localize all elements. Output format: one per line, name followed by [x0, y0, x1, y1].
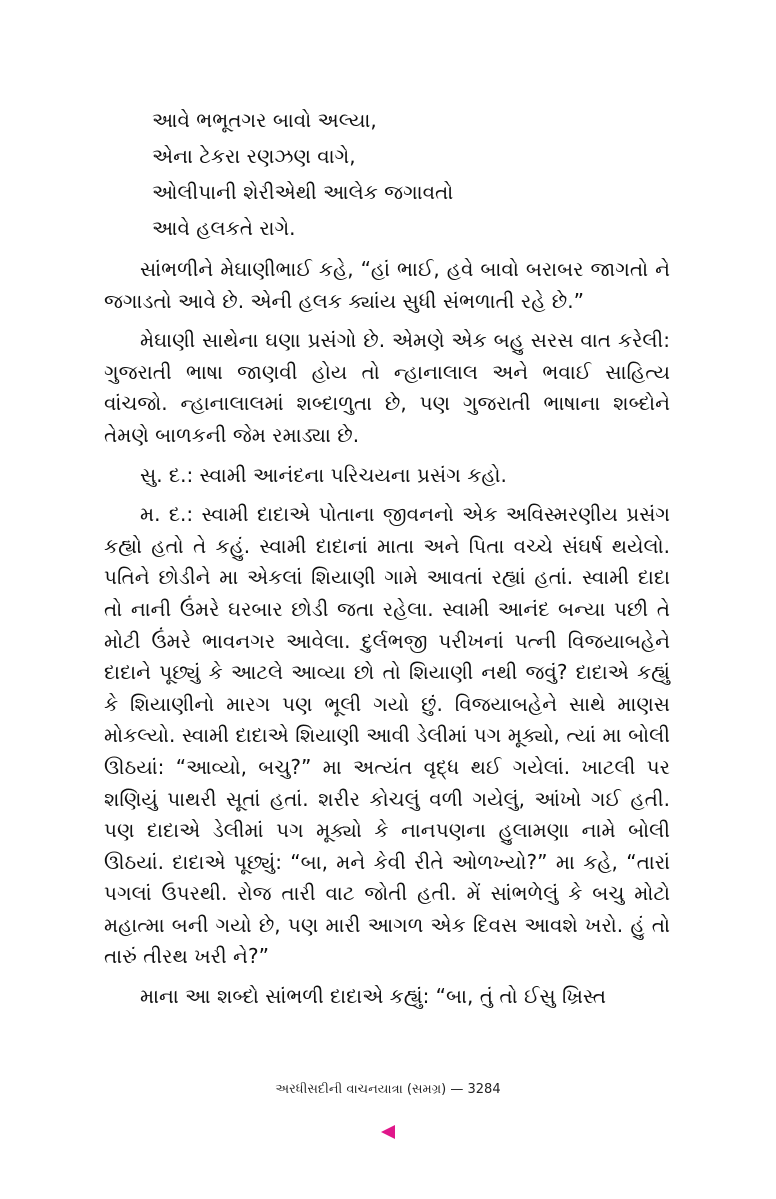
page-footer [0, 1082, 776, 1097]
paragraph: મ. દ.: સ્વામી દાદાએ પોતાના જીવનનો એક અવિસ્મરણીય પ્રસંગ કહ્યો હતો તે કહું. સ્વામી દાદાનાં માતા અને પિતા વચ્ચે સંઘર્ષ થયેલો. પતિને છોડીને મા એકલાં શિયાણી ગામે આવતાં રહ્યાં હતાં. સ્વામી દાદા તો નાની ઉંમરે ઘરબાર છોડી જતા રહેલા. સ્વામી આનંદ બન્યા પછી તે મોટી ઉંમરે ભાવનગર આવેલા. દુર્લભજી પરીખનાં પત્ની વિજયાબહેને દાદાને પૂછ્યું કે આટલે આવ્યા છો તો શિયાણી નથી જવું? દાદાએ કહ્યું કે શિયાણીનો મારગ પણ ભૂલી ગયો છું. વિજયાબહેને સાથે માણસ મોકલ્યો. સ્વામી દાદાએ શિયાણી આવી ડેલીમાં પગ મૂક્યો, ત્યાં મા બોલી ઊઠયાં: “આવ્યો, બચુ?” મા અત્યંત વૃદ્ધ થઈ ગયેલાં. ખાટલી પર શણિયું પાથરી સૂતાં હતાં. શરીર કોચલું વળી ગયેલું, આંખો ગઈ હતી. પણ દાદાએ ડેલીમાં પગ મૂક્યો કે નાનપણના હુલામણા નામે બોલી ઊઠયાં. દાદાએ પૂછ્યું: “બા, મને કેવી રીતે ઓળખ્યો?” મા કહે, “તારાં પગલાં ઉપરથી. રોજ તારી વાટ જોતી હતી. મેં સાંભળેલું કે બચુ મોટો મહાત્મા બની ગયો છે, પણ મારી આગળ એક દિવસ આવશે ખરો. હું તો તારું તીરથ ખરી ને?” [104, 502, 670, 969]
footer-separator: — [450, 1082, 464, 1097]
body-text [104, 254, 670, 1021]
paragraph: સુ. દ.: સ્વામી આનંદના પરિચયના પ્રસંગ કહો. [140, 462, 507, 487]
paragraph: સાંભળીને મેઘાણીભાઈ કહે, “હાં ભાઈ, હવે બાવો બરાબર જાગતો ને જગાડતો આવે છે. એની હલક ક્યાંય સુધી સંભળાતી રહે છે.” [104, 257, 670, 313]
poem-block [152, 102, 453, 246]
paragraph: માના આ શબ્દો સાંભળી દાદાએ કહ્યું: “બા, તું તો ઈસુ ખ્રિસ્ત [140, 984, 607, 1009]
page-number: 3284 [467, 1082, 501, 1097]
poem-line: ઓલીપાની શેરીએથી આલેક જગાવતો [152, 180, 454, 204]
previous-page-arrow-icon[interactable] [381, 1125, 395, 1139]
book-title: અરધીસદીની વાચનયાત્રા (સમગ્ર) [275, 1082, 447, 1097]
poem-line: આવે ભભૂતગર બાવો અલ્યા, [152, 108, 377, 132]
paragraph: મેઘાણી સાથેના ઘણા પ્રસંગો છે. એમણે એક બહુ સરસ વાત કરેલી: ગુજરાતી ભાષા જાણવી હોય તો ન્હાનાલાલ અને ભવાઈ સાહિત્ય વાંચજો. ન્હાનાલાલમાં શબ્દાળુતા છે, પણ ગુજરાતી ભાષાના શબ્દોને તેમણે બાળકની જેમ રમાડ્યા છે. [104, 328, 670, 447]
poem-line: એના ટેકરા રણઝણ વાગે, [152, 144, 356, 168]
poem-line: આવે હલકતે રાગે. [152, 216, 296, 240]
